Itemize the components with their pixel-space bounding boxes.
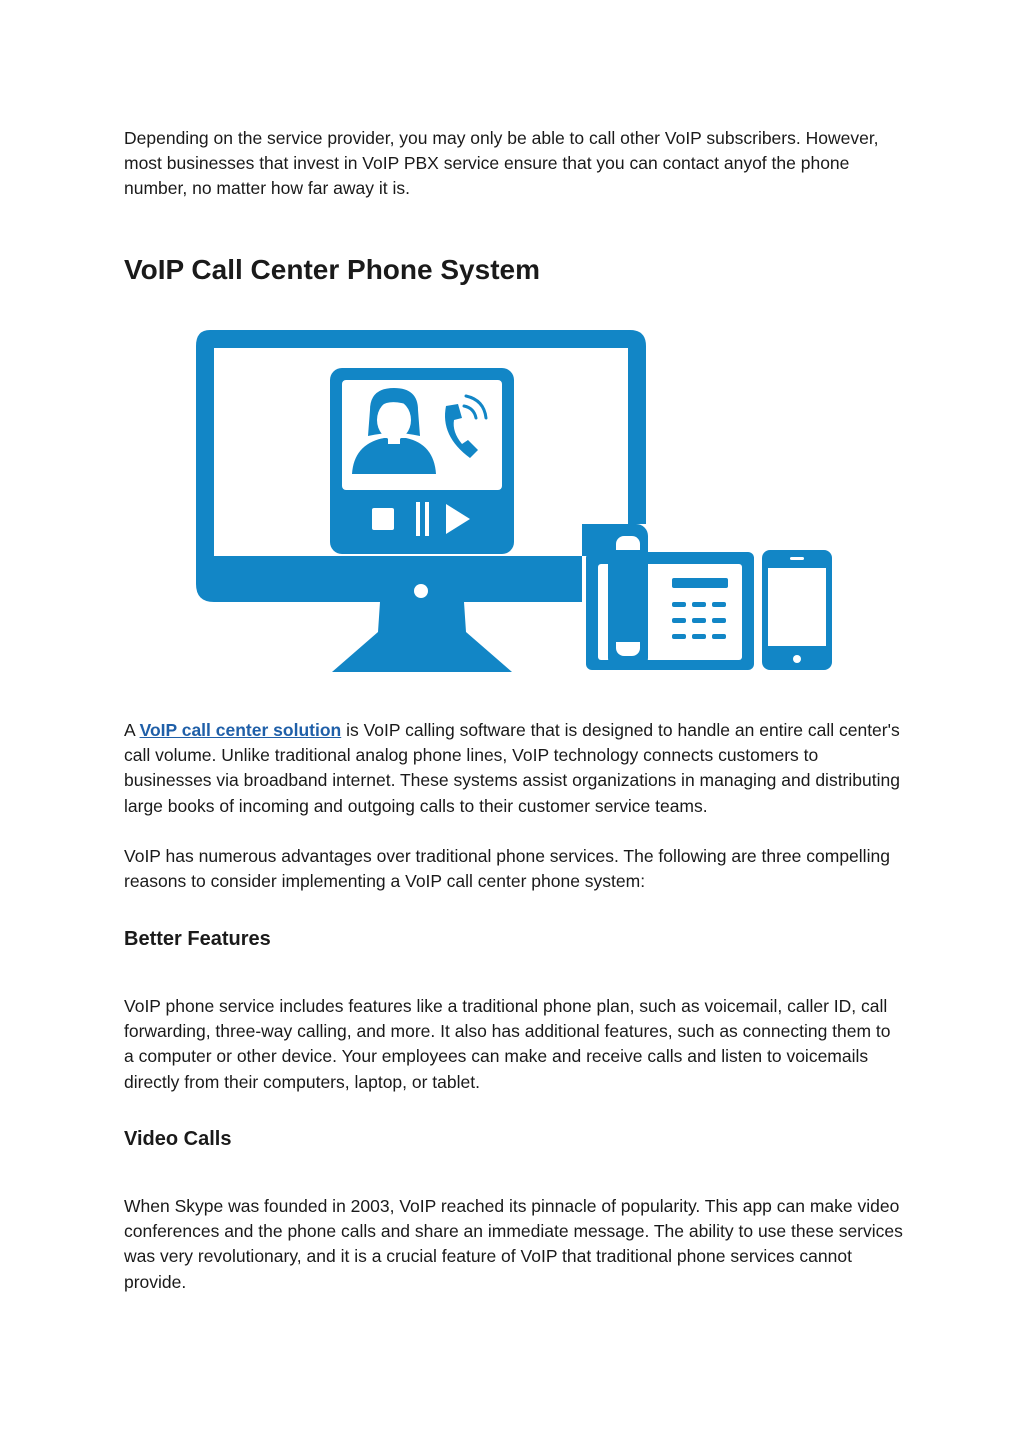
better-features-paragraph: VoIP phone service includes features like a traditional phone plan, such as voicemail, caller ID, call forwarding, three-way calling, and more. It also has additional features, such as connecting them to a computer or other device. Your employees can make and receive calls and listen to voicemails directly from their computers, laptop, or tablet. — [124, 996, 891, 1092]
advantages-paragraph: VoIP has numerous advantages over traditional phone services. The following are three compelling reasons to consider implementing a VoIP call center phone system: — [124, 846, 890, 892]
video-calls-heading: Video Calls — [124, 1128, 232, 1150]
solution-prefix: A — [124, 720, 140, 740]
voip-call-center-solution-link[interactable]: VoIP call center solution — [139, 720, 342, 740]
intro-paragraph: Depending on the service provider, you may only be able to call other VoIP subscribers. However, most businesses that invest in VoIP PBX service ensure that you can contact anyof the phone number, no matter how far away it is. — [124, 128, 879, 199]
solution-suffix: is VoIP calling software that is designed to handle an entire call center's call volume. Unlike traditional analog phone lines, VoIP technology connects customers to businesses via broadband internet. These systems assist organizations in managing and distributing large books of incoming and outgoing calls to their customer service teams. — [124, 720, 900, 816]
smartphone-icon — [762, 550, 832, 670]
solution-paragraph — [124, 718, 904, 819]
stop-icon — [372, 508, 394, 530]
desk-phone-icon — [586, 524, 754, 670]
better-features-heading: Better Features — [124, 928, 271, 950]
video-calls-paragraph: When Skype was founded in 2003, VoIP reached its pinnacle of popularity. This app can make video conferences and the phone calls and share an immediate message. The ability to use these services was very revolutionary, and it is a crucial feature of VoIP that traditional phone services cannot provide. — [124, 1196, 903, 1292]
page-title: VoIP Call Center Phone System — [124, 254, 540, 285]
voip-illustration — [194, 326, 839, 674]
